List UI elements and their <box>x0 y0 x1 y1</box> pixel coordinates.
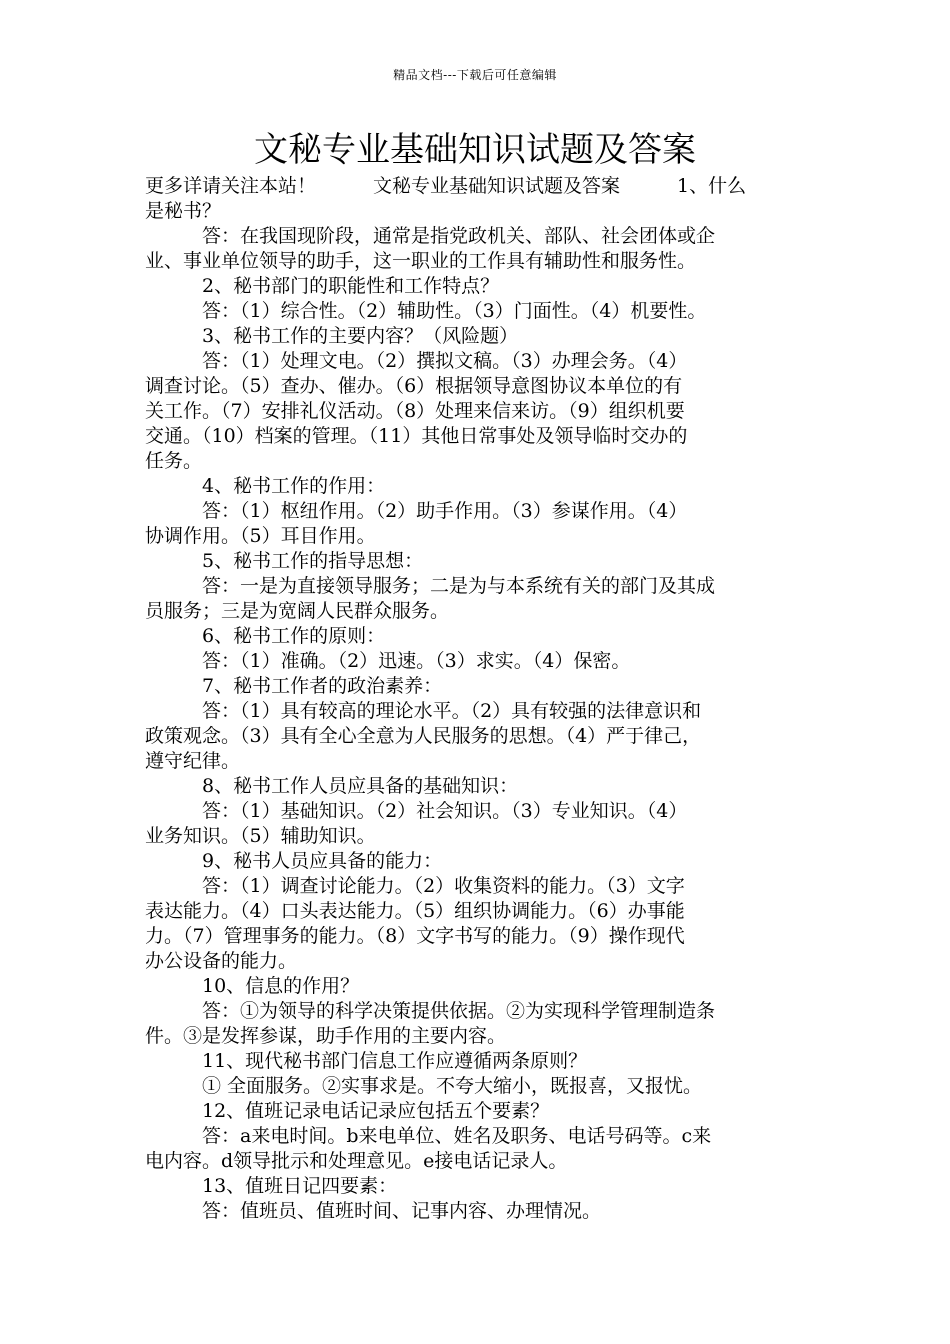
body-text-line: 6、秘书工作的原则： <box>202 625 386 647</box>
body-text-line: 力。（7）管理事务的能力。（8）文字书写的能力。（9）操作现代 <box>145 925 685 947</box>
body-text-line: 答：值班员、值班时间、记事内容、办理情况。 <box>202 1200 602 1222</box>
body-text-line: 员服务；三是为宽阔人民群众服务。 <box>145 600 450 622</box>
body-text-line: 调查讨论。（5）查办、催办。（6）根据领导意图协议本单位的有 <box>145 375 683 397</box>
body-text-line: 办公设备的能力。 <box>145 950 298 972</box>
body-text-line: 遵守纪律。 <box>145 750 241 772</box>
body-text-line: 答：a来电时间。b来电单位、姓名及职务、电话号码等。c来 <box>202 1125 712 1147</box>
body-text-line: 8、秘书工作人员应具备的基础知识： <box>202 775 519 797</box>
body-text-line: 任务。 <box>145 450 203 472</box>
body-text-line: 表达能力。（4）口头表达能力。（5）组织协调能力。（6）办事能 <box>145 900 685 922</box>
document-body <box>145 174 810 1224</box>
body-text-line: 答：（1）准确。（2）迅速。（3）求实。（4）保密。 <box>202 650 631 672</box>
body-text-line: 关工作。（7）安排礼仪活动。（8）处理来信来访。（9）组织机要 <box>145 400 685 422</box>
body-text-line: 2、秘书部门的职能性和工作特点？ <box>202 275 500 297</box>
body-text-line: 答：（1）基础知识。（2）社会知识。（3）专业知识。（4） <box>202 800 688 822</box>
body-text-line: 答：（1）具有较高的理论水平。（2）具有较强的法律意识和 <box>202 700 702 722</box>
body-text-line: ① 全面服务。②实事求是。不夸大缩小，既报喜，又报忧。 <box>202 1075 703 1097</box>
body-text-line: 11、现代秘书部门信息工作应遵循两条原则？ <box>202 1050 588 1072</box>
body-text-line: 业、事业单位领导的助手，这一职业的工作具有辅助性和服务性。 <box>145 250 697 272</box>
document-title: 文秘专业基础知识试题及答案 <box>254 130 696 170</box>
body-text-line: 件。③是发挥参谋，助手作用的主要内容。 <box>145 1025 507 1047</box>
body-text-line: 5、秘书工作的指导思想： <box>202 550 424 572</box>
body-text-line: 13、值班日记四要素： <box>202 1175 398 1197</box>
body-text-line: 答：一是为直接领导服务；二是为与本系统有关的部门及其成 <box>202 575 716 597</box>
body-text-line: 政策观念。（3）具有全心全意为人民服务的思想。（4）严于律己， <box>145 725 702 747</box>
body-text-line: 电内容。d领导批示和处理意见。e接电话记录人。 <box>145 1150 568 1172</box>
body-text-line: 答：在我国现阶段，通常是指党政机关、部队、社会团体或企 <box>202 225 716 247</box>
body-text-line: 4、秘书工作的作用： <box>202 475 386 497</box>
body-text-line: 是秘书？ <box>145 200 222 222</box>
header-note: 精品文档---下载后可任意编辑 <box>393 68 557 82</box>
body-text-line: 3、秘书工作的主要内容？（风险题） <box>202 325 519 347</box>
body-text-line: 答：（1）综合性。（2）辅助性。（3）门面性。（4）机要性。 <box>202 300 707 322</box>
body-text-line: 更多详请关注本站！ 文秘专业基础知识试题及答案 1、什么 <box>145 175 747 197</box>
body-text-line: 9、秘书人员应具备的能力： <box>202 850 443 872</box>
body-text-line: 7、秘书工作者的政治素养： <box>202 675 443 697</box>
body-text-line: 业务知识。（5）辅助知识。 <box>145 825 376 847</box>
body-text-line: 答：（1）枢纽作用。（2）助手作用。（3）参谋作用。（4） <box>202 500 688 522</box>
body-text-line: 12、值班记录电话记录应包括五个要素？ <box>202 1100 550 1122</box>
body-text-line: 答：①为领导的科学决策提供依据。②为实现科学管理制造条 <box>202 1000 716 1022</box>
body-text-line: 10、信息的作用？ <box>202 975 360 997</box>
body-text-line: 协调作用。（5）耳目作用。 <box>145 525 376 547</box>
body-text-line: 交通。（10）档案的管理。（11）其他日常事处及领导临时交办的 <box>145 425 688 447</box>
body-text-line: 答：（1）处理文电。（2）撰拟文稿。（3）办理会务。（4） <box>202 350 688 372</box>
body-text-line: 答：（1）调查讨论能力。（2）收集资料的能力。（3）文字 <box>202 875 685 897</box>
